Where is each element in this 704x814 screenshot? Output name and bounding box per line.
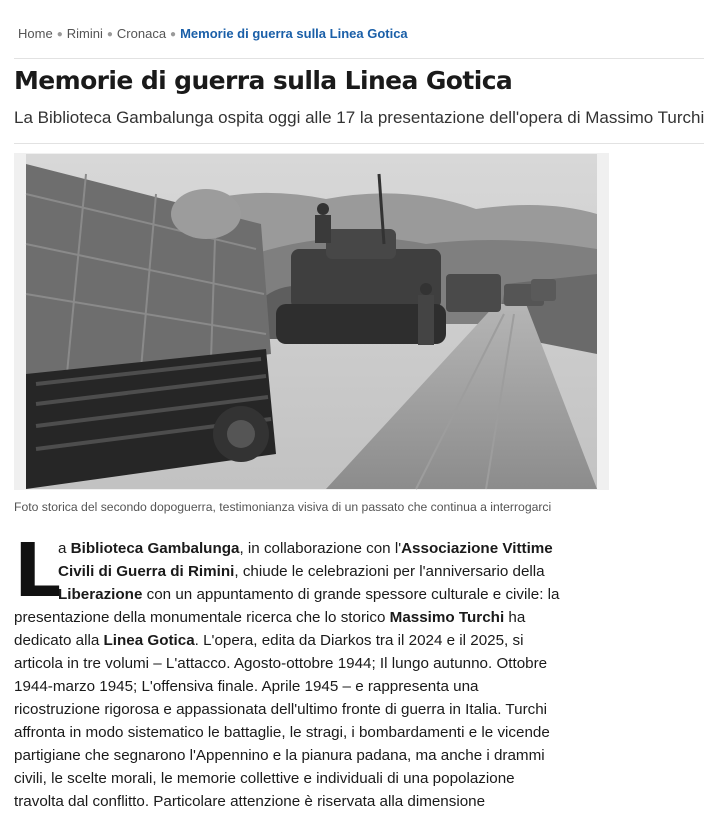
bold-text: Civili di Guerra di Rimini	[58, 563, 235, 580]
article-body	[14, 528, 610, 813]
text-span: presentazione della monumentale ricerca che lo storico	[14, 609, 390, 626]
breadcrumb-separator-icon: ●	[170, 29, 177, 40]
bold-text: Associazione Vittime	[401, 540, 553, 557]
text-span: , in collaborazione con l'	[239, 540, 402, 557]
article-photo[interactable]	[26, 154, 597, 489]
text-span: a	[58, 540, 71, 557]
paragraph-line: partigiane che segnarono l'Appennino e la pianura padana, ma anche i drammi	[14, 747, 545, 764]
bold-text: Biblioteca Gambalunga	[70, 540, 240, 557]
paragraph-line: ricostruzione rigorosa e appassionata dell'ultimo fronte di guerra in Italia. Turchi	[14, 701, 548, 718]
image-caption: Foto storica del secondo dopoguerra, testimonianza visiva di un passato che continua a interrogarci	[14, 500, 552, 514]
bold-text: Linea Gotica	[103, 632, 195, 649]
text-span: dedicato alla	[14, 632, 104, 649]
historic-tanks-photo	[26, 154, 597, 489]
text-span: . L'opera, edita da Diarkos tra il 2024 e il 2025, si	[194, 632, 524, 649]
page-title: Memorie di guerra sulla Linea Gotica	[14, 66, 513, 95]
paragraph-line	[14, 583, 610, 606]
text-span: con un appuntamento di grande spessore culturale e civile: la	[142, 586, 560, 603]
drop-cap: L	[14, 528, 62, 614]
paragraph-line: affronta in modo sistematico le battaglie, le stragi, i bombardamenti e le vicende	[14, 724, 550, 741]
paragraph-line: 1944-marzo 1945; L'offensiva finale. Aprile 1945 – e rappresenta una	[14, 678, 479, 695]
breadcrumb-current[interactable]: Memorie di guerra sulla Linea Gotica	[180, 26, 408, 41]
paragraph-line: travolta dal conflitto. Particolare attenzione è riservata alla dimensione	[14, 793, 486, 810]
paragraph-line: articola in tre volumi – L'attacco. Agosto-ottobre 1944; Il lungo autunno. Ottobre	[14, 655, 548, 672]
article-image-frame	[14, 153, 609, 490]
breadcrumb-home[interactable]: Home	[18, 26, 53, 41]
paragraph-line	[14, 537, 610, 560]
divider	[14, 58, 704, 59]
text-span: ha	[504, 609, 526, 626]
breadcrumb	[18, 26, 408, 41]
divider	[14, 143, 704, 144]
breadcrumb-separator-icon: ●	[56, 29, 63, 40]
paragraph-line	[14, 629, 610, 652]
breadcrumb-cronaca[interactable]: Cronaca	[116, 26, 167, 41]
breadcrumb-rimini[interactable]: Rimini	[66, 26, 103, 41]
bold-text: Liberazione	[58, 586, 143, 603]
bold-text: Massimo Turchi	[389, 609, 505, 626]
paragraph-line	[14, 606, 610, 629]
paragraph-line: civili, le scelte morali, le memorie collettive e individuali di una popolazione	[14, 770, 515, 787]
breadcrumb-separator-icon: ●	[106, 29, 113, 40]
paragraph-line	[14, 560, 610, 583]
text-span: , chiude le celebrazioni per l'anniversario della	[234, 563, 545, 580]
article-subtitle: La Biblioteca Gambalunga ospita oggi alle 17 la presentazione dell'opera di Massimo Turchi	[14, 108, 704, 127]
